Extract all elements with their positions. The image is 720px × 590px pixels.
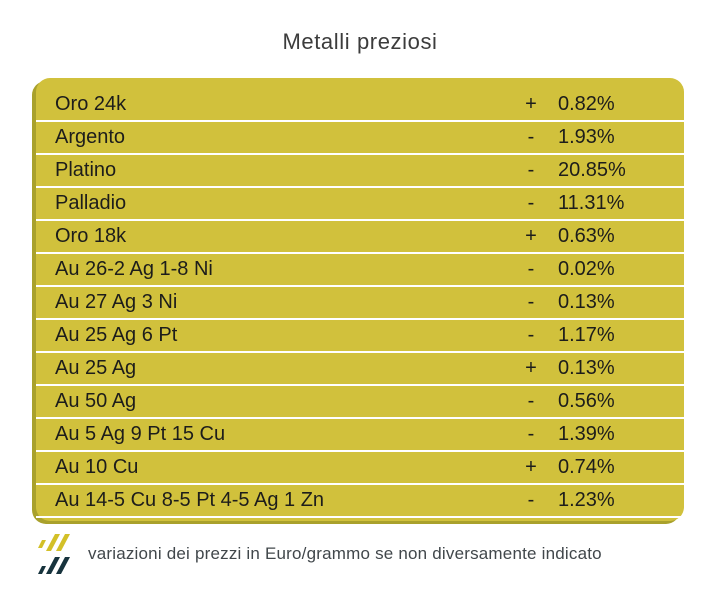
metal-name: Palladio xyxy=(55,192,127,214)
metal-name: Platino xyxy=(55,159,117,181)
double-slash-logo-icon xyxy=(37,532,71,576)
metal-name: Au 5 Ag 9 Pt 15 Cu xyxy=(55,423,226,445)
change-sign: + xyxy=(525,225,537,247)
change-sign: - xyxy=(527,324,535,346)
table-row xyxy=(36,386,684,419)
change-sign: - xyxy=(527,126,535,148)
change-sign: - xyxy=(527,291,535,313)
change-percent: 1.23% xyxy=(558,489,615,511)
table-row xyxy=(36,485,684,518)
metal-name: Au 14-5 Cu 8-5 Pt 4-5 Ag 1 Zn xyxy=(55,489,325,511)
change-percent: 20.85% xyxy=(558,159,626,181)
change-sign: - xyxy=(527,390,535,412)
table-row xyxy=(36,155,684,188)
change-percent: 0.02% xyxy=(558,258,615,280)
change-sign: - xyxy=(527,258,535,280)
metal-name: Au 26-2 Ag 1-8 Ni xyxy=(55,258,213,280)
change-percent: 1.93% xyxy=(558,126,615,148)
table-row xyxy=(36,320,684,353)
table-row xyxy=(36,254,684,287)
metal-name: Au 50 Ag xyxy=(55,390,137,412)
metal-name: Au 25 Ag 6 Pt xyxy=(55,324,178,346)
change-sign: - xyxy=(527,489,535,511)
metals-price-table xyxy=(36,78,684,521)
table-row xyxy=(36,221,684,254)
table-row xyxy=(36,353,684,386)
change-sign: + xyxy=(525,456,537,478)
page-title: Metalli preziosi xyxy=(282,29,438,54)
change-percent: 11.31% xyxy=(558,192,625,214)
table-row xyxy=(36,287,684,320)
table-row xyxy=(36,452,684,485)
metal-name: Au 25 Ag xyxy=(55,357,137,379)
change-sign: + xyxy=(525,357,537,379)
metal-name: Oro 24k xyxy=(55,93,127,115)
footnote-bar xyxy=(37,532,700,576)
metal-name: Argento xyxy=(55,126,126,148)
change-sign: + xyxy=(525,93,537,115)
metal-name: Au 10 Cu xyxy=(55,456,139,478)
change-percent: 1.39% xyxy=(558,423,615,445)
table-row xyxy=(36,89,684,122)
metal-name: Oro 18k xyxy=(55,225,127,247)
table-row xyxy=(36,188,684,221)
change-percent: 0.82% xyxy=(558,93,615,115)
table-row xyxy=(36,419,684,452)
change-percent: 0.63% xyxy=(558,225,615,247)
metal-name: Au 27 Ag 3 Ni xyxy=(55,291,178,313)
change-percent: 0.13% xyxy=(558,357,615,379)
table-row xyxy=(36,122,684,155)
change-percent: 0.13% xyxy=(558,291,615,313)
footnote-text: variazioni dei prezzi in Euro/grammo se non diversamente indicato xyxy=(88,544,602,563)
change-percent: 0.74% xyxy=(558,456,615,478)
change-sign: - xyxy=(527,192,535,214)
change-sign: - xyxy=(527,159,535,181)
change-percent: 1.17% xyxy=(558,324,615,346)
change-sign: - xyxy=(527,423,535,445)
change-percent: 0.56% xyxy=(558,390,615,412)
